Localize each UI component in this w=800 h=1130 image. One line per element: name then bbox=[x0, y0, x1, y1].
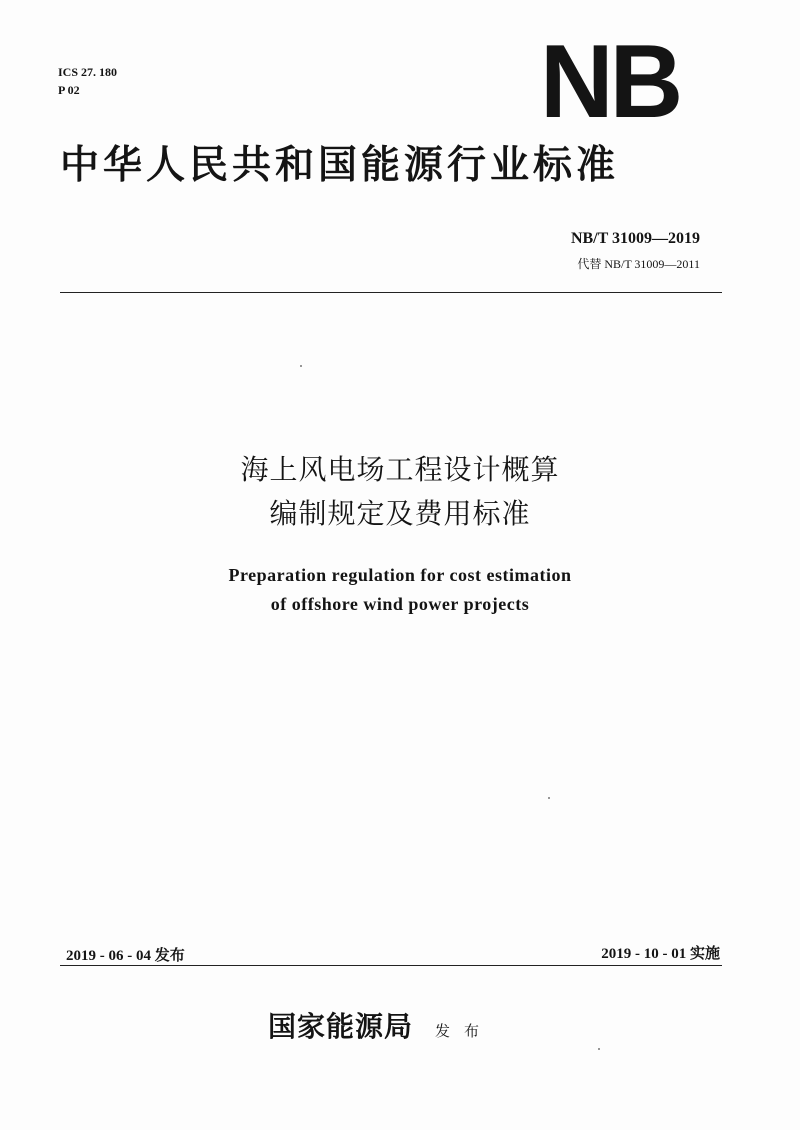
document-title-chinese bbox=[0, 448, 800, 536]
ccs-code: P 02 bbox=[58, 83, 80, 97]
title-zh-line-1: 海上风电场工程设计概算 bbox=[240, 453, 560, 486]
top-divider bbox=[60, 292, 722, 293]
publish-action: 发布 bbox=[435, 1022, 494, 1040]
scan-speck bbox=[548, 797, 550, 799]
scan-speck bbox=[300, 365, 302, 367]
title-zh-line-2: 编制规定及费用标准 bbox=[269, 497, 531, 530]
document-title-english bbox=[0, 561, 800, 619]
classification-codes bbox=[58, 63, 117, 99]
bottom-divider bbox=[60, 965, 722, 966]
implementation-date: 2019 - 10 - 01 实施 bbox=[601, 946, 720, 962]
publisher-line bbox=[268, 1005, 493, 1045]
nb-logo: NB bbox=[540, 24, 680, 140]
standard-category-title: 中华人民共和国能源行业标准 bbox=[60, 143, 620, 188]
issue-date: 2019 - 06 - 04 发布 bbox=[66, 948, 185, 964]
title-en-line-1: Preparation regulation for cost estimation bbox=[228, 565, 572, 585]
replaced-standard: 代替 NB/T 31009—2011 bbox=[577, 257, 700, 271]
scan-speck bbox=[598, 1048, 600, 1050]
publisher-name: 国家能源局 bbox=[268, 1010, 414, 1043]
title-en-line-2: of offshore wind power projects bbox=[270, 594, 530, 614]
standard-number: NB/T 31009—2019 bbox=[570, 230, 700, 247]
ics-code: ICS 27. 180 bbox=[58, 65, 118, 79]
